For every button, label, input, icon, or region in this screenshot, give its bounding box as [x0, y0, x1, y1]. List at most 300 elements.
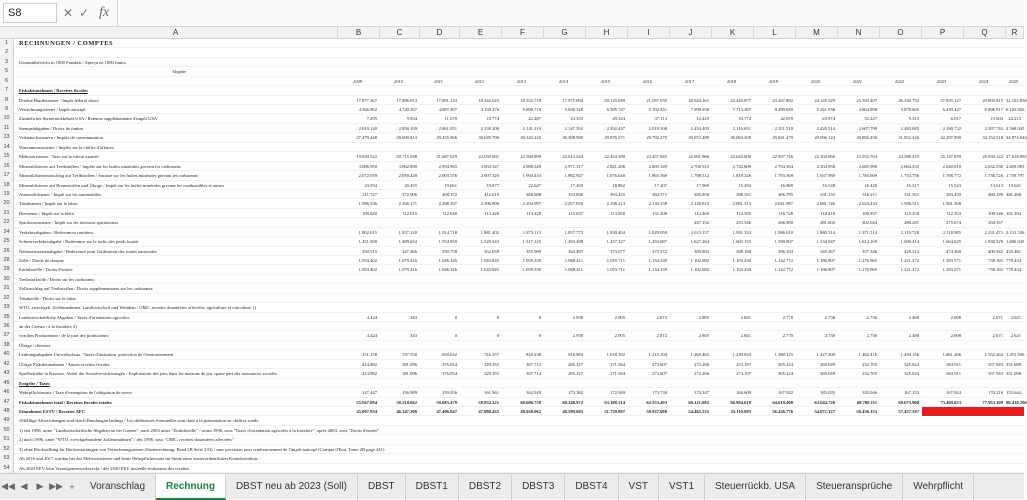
column-header[interactable]: F — [502, 27, 544, 39]
cell-value[interactable]: 2.736 — [824, 314, 835, 320]
sheet-tab[interactable]: DBST3 — [512, 474, 565, 500]
cell-value[interactable]: 1.186.807 — [816, 258, 835, 263]
cell-value[interactable]: 30.072.489 — [688, 135, 709, 141]
cell-value[interactable]: 7.713.387 — [732, 107, 751, 113]
row-number[interactable]: 14 — [0, 143, 14, 152]
cell-value[interactable]: 1.837.120 — [398, 229, 417, 235]
cell-value[interactable]: 1.798.512 — [690, 173, 709, 179]
row-label[interactable]: Mineralölsteuer auf Brennstoffen und Übrige / Impôt sur les huiles minérales grevant les combustibles et autres — [19, 182, 224, 188]
cell-value[interactable]: 17.969 — [696, 182, 709, 188]
cell-value[interactable]: 2012 — [474, 78, 485, 84]
cell-value[interactable]: 167.153 — [904, 390, 919, 396]
cell-value[interactable]: 343 — [410, 314, 417, 320]
cell-value[interactable]: 27.618.092 — [1006, 154, 1027, 160]
cell-value[interactable]: 255.546 — [736, 220, 751, 226]
cell-value[interactable]: 1.142.772 — [774, 267, 793, 273]
cell-value[interactable]: 376.054 — [442, 371, 457, 377]
cell-value[interactable]: 29.096.124 — [814, 135, 835, 141]
cell-value[interactable]: 1.276.965 — [858, 267, 877, 273]
cell-value[interactable]: 269.049 — [820, 371, 835, 377]
row-label[interactable]: Ab 2016 und 2017 wurden bei der Mehrwertsteuer und beim Wehrpflichtersatz im Sinne einer ausserordentlichen Kontokorrektur... — [19, 456, 261, 462]
cell-value[interactable]: 738.165 — [988, 258, 1003, 263]
cell-value[interactable]: 305.224 — [778, 371, 793, 377]
cell-value[interactable]: 373.077 — [610, 248, 625, 254]
cell-value[interactable]: 2016 — [642, 78, 653, 84]
column-header[interactable]: L — [754, 27, 796, 39]
cell-value[interactable]: 19.830.522 — [356, 154, 377, 160]
cell-value[interactable]: 2.685.990 — [858, 163, 877, 169]
cell-value[interactable]: 4.339.476 — [480, 107, 499, 113]
cell-value[interactable]: 2.736 — [824, 333, 835, 339]
row-label[interactable]: 2) nach 1996, unter "WTO, zweckgebundene Zolleinnahmen" / dès 1996, sous "OMC, recettes douanières affectées" — [19, 437, 234, 443]
cell-value[interactable]: 2.872 — [656, 333, 667, 339]
cell-value[interactable]: 0 — [496, 314, 499, 320]
row-number[interactable]: 35 — [0, 313, 14, 322]
cell-value[interactable]: 1.102.682 — [690, 258, 709, 263]
cell-value[interactable]: 396.104 — [778, 248, 793, 254]
cell-value[interactable]: 2.041.987 — [774, 201, 793, 207]
cell-value[interactable]: 23.594 — [364, 182, 377, 188]
cell-value[interactable]: 316.211 — [862, 191, 877, 197]
row-label[interactable]: Mineralölsteuerzuschlag auf Treibstoffen / Surtaxe sur les huiles minérales grevant les carburants — [19, 173, 198, 179]
row-label[interactable]: Spirituosensteuer / Impôt sur les boissons spiritueuses — [19, 220, 119, 226]
cell-value[interactable]: 29.324 — [612, 116, 625, 122]
cell-value[interactable]: 2.706.912 — [690, 163, 709, 169]
cell-value[interactable]: 347.466 — [402, 248, 417, 254]
cell-value[interactable]: 2024 — [978, 78, 989, 84]
cell-value[interactable]: 1.055.711 — [606, 267, 625, 273]
row-label[interactable]: Übrige Fiskaleinnahmen / Autres recettes fiscales — [19, 361, 110, 367]
row-label[interactable]: WTO, zweckgeb. Zolleinnahmen, Landwirtschaft und Weinbau / OMC, recettes douanières affectées, agriculture et viticulture 1) — [19, 305, 257, 311]
cell-value[interactable]: 1.059.339 — [522, 258, 541, 263]
cell-value[interactable] — [628, 218, 670, 227]
cell-value[interactable]: 375.372 — [652, 248, 667, 254]
column-header[interactable]: M — [796, 27, 838, 39]
row-label[interactable]: Direkte Bundessteuer / Impôt fédéral direct — [19, 97, 99, 103]
cell-value[interactable]: 329.355 — [484, 371, 499, 377]
cell-value[interactable]: 22.901.966 — [688, 154, 709, 160]
cell-value[interactable]: 381.096 — [402, 371, 417, 377]
cell-value[interactable]: 232.705 — [862, 371, 877, 377]
row-number[interactable]: 50 — [0, 426, 14, 435]
cell-value[interactable]: 3.003.347 — [480, 163, 499, 169]
cell-value[interactable]: 1.450.136 — [900, 352, 919, 358]
cell-value[interactable]: 2.257.050 — [564, 201, 583, 207]
row-number[interactable]: 20 — [0, 199, 14, 208]
cell-value[interactable]: 1.102.682 — [690, 267, 709, 273]
cell-value[interactable]: 2.664.435 — [900, 163, 919, 169]
cell-value[interactable]: 22.104.066 — [814, 154, 835, 160]
cell-value[interactable]: 2.743.609 — [732, 163, 751, 169]
cell-value[interactable]: 37.113 — [654, 116, 667, 122]
cell-value[interactable]: 2.938 — [572, 333, 583, 339]
cell-value[interactable]: 2.003.556 — [438, 173, 457, 179]
cell-value[interactable]: 1.053.402 — [358, 258, 377, 263]
cell-value[interactable]: 55.119.895 — [730, 408, 751, 414]
cell-value[interactable]: 24.588.419 — [898, 154, 919, 160]
cell-value[interactable]: 48.930.962 — [520, 408, 541, 414]
accept-icon[interactable]: ✓ — [79, 6, 90, 20]
cell-value[interactable]: 15.543 — [948, 182, 961, 188]
cell-value[interactable]: 17.891.143 — [436, 97, 457, 103]
row-label[interactable]: Mehrwertsteuer / Taxe sur la valeur ajoutée — [19, 154, 99, 160]
cell-value[interactable]: 1.482.416 — [858, 352, 877, 358]
cell-value[interactable]: 2.019.508 — [648, 125, 667, 131]
cell-value[interactable]: 35.247 — [864, 116, 877, 122]
cell-value[interactable]: 56.436.776 — [772, 408, 793, 414]
row-label[interactable]: Mineralölsteuer auf Treibstoffen / Impôts sur les huiles minérales grevant les carburants — [19, 163, 181, 169]
cell-value[interactable]: 29.876.571 — [604, 135, 625, 141]
tab-first-icon[interactable]: ◀◀ — [1, 481, 15, 491]
row-number[interactable]: 13 — [0, 133, 14, 142]
row-number[interactable]: 10 — [0, 114, 14, 123]
cell-value[interactable]: 1.873.115 — [522, 229, 541, 235]
cell-value[interactable]: 2.180.732 — [942, 125, 961, 131]
cell-value[interactable]: 22.613.544 — [562, 154, 583, 160]
cell-value[interactable]: 1.830.404 — [606, 229, 625, 235]
cell-value[interactable]: 357.943 — [988, 371, 1003, 377]
row-label[interactable]: Spielbetriebe in Kasinos, Anteil der Sozialversicherungen / Exploitation des jeux dans les maisons de jeu, quote-part des assurances sociales — [19, 371, 277, 377]
cell-value[interactable]: 383.459 — [946, 191, 961, 197]
cell-value[interactable]: 18.862 — [612, 182, 625, 188]
row-number[interactable]: 42 — [0, 360, 14, 369]
cell-value[interactable]: 131.208 — [652, 210, 667, 216]
cell-value[interactable]: 2025 — [1008, 78, 1019, 84]
cell-value[interactable]: 20.455 — [404, 182, 417, 188]
cell-value[interactable]: 1.517.125 — [522, 239, 541, 245]
row-number[interactable]: 52 — [0, 445, 14, 454]
cell-value[interactable]: 738.165 — [988, 267, 1003, 273]
cell-value[interactable]: 2.938 — [572, 314, 583, 320]
cell-value[interactable]: 30.892.430 — [856, 135, 877, 141]
cell-value[interactable]: 274.197 — [736, 361, 751, 367]
cell-value[interactable]: 2014 — [558, 78, 569, 84]
cell-value[interactable]: 5.656.328 — [564, 107, 583, 113]
cell-value[interactable]: 2.231.471 — [984, 229, 1003, 235]
cell-value[interactable]: 77.953.109 — [982, 399, 1003, 405]
cell-value[interactable]: 381.096 — [402, 361, 417, 367]
cell-value[interactable]: 17.975.084 — [562, 97, 583, 103]
cell-value[interactable] — [460, 218, 502, 227]
row-number[interactable]: 1 — [0, 39, 14, 48]
row-label[interactable]: Zölle / Droits de douane — [19, 258, 64, 263]
row-label[interactable]: an der Grenze / à la frontière 2) — [19, 324, 77, 330]
cell-value[interactable]: 1.457.327 — [606, 239, 625, 245]
cell-value[interactable]: 63.644.726 — [814, 399, 835, 405]
cell-value[interactable]: 1.534.947 — [816, 239, 835, 245]
cell-value[interactable]: 2018 — [726, 78, 737, 84]
cell-value[interactable]: 22.050.001 — [478, 154, 499, 160]
cell-value[interactable]: 32.297.890 — [940, 135, 961, 141]
cell-value[interactable]: 56.436.153 — [856, 408, 877, 414]
cell-value[interactable]: 0 — [538, 333, 541, 339]
row-label[interactable]: von den Produzenten / de la part des producteurs — [19, 333, 109, 339]
cell-value[interactable]: 1.529.343 — [480, 239, 499, 245]
row-number[interactable]: 51 — [0, 435, 14, 444]
cancel-icon[interactable]: ✕ — [63, 6, 74, 20]
cell-value[interactable]: 1.554.959 — [438, 239, 457, 245]
cell-value[interactable]: 2010 — [393, 78, 404, 84]
cell-value[interactable]: 393.425 — [610, 191, 625, 197]
cell-value[interactable]: 101.394 — [1006, 210, 1021, 216]
cell-value[interactable]: 4.887.497 — [438, 107, 457, 113]
cell-value[interactable]: 1.876.640 — [606, 173, 625, 179]
cell-value[interactable]: 1.215.194 — [648, 352, 667, 358]
row-label[interactable]: Abgabe — [171, 69, 187, 75]
cell-value[interactable]: 1.055.711 — [606, 258, 625, 263]
cell-value[interactable]: 2.841 — [740, 314, 751, 320]
cell-value[interactable]: 109.840 — [362, 210, 377, 216]
cell-value[interactable]: 6.439.427 — [942, 107, 961, 113]
cell-value[interactable]: 406.785 — [778, 191, 793, 197]
cell-value[interactable]: 173.730 — [652, 390, 667, 396]
cell-value[interactable]: 182.046 — [862, 390, 877, 396]
cell-value[interactable]: 2.483.085 — [900, 125, 919, 131]
row-label[interactable]: Fiskaleinnahmen / Recettes fiscales — [19, 88, 88, 94]
cell-value[interactable]: 20.944.161 — [688, 97, 709, 103]
cell-value[interactable]: 2.434.405 — [690, 125, 709, 131]
cell-value[interactable]: 34.154.518 — [982, 135, 1003, 141]
cell-value[interactable]: 2.698 — [950, 333, 961, 339]
cell-value[interactable]: 2.139.200 — [480, 125, 499, 131]
cell-value[interactable]: 17.207 — [654, 182, 667, 188]
row-number[interactable]: 5 — [0, 67, 14, 76]
cell-value[interactable]: 27.479.448 — [356, 135, 377, 141]
cell-value[interactable]: 1.736.726 — [984, 173, 1003, 179]
cell-value[interactable]: 2.024.433 — [858, 201, 877, 207]
cell-value[interactable]: 273.607 — [652, 371, 667, 377]
cell-value[interactable]: 272.266 — [694, 361, 709, 367]
cell-value[interactable]: 28.690.813 — [396, 135, 417, 141]
cell-value[interactable]: 2.805 — [698, 314, 709, 320]
row-number[interactable]: 22 — [0, 218, 14, 227]
cell-value[interactable]: 1.276.965 — [858, 258, 877, 263]
cell-value[interactable]: 481.268 — [1006, 191, 1021, 197]
row-label[interactable] — [19, 77, 339, 86]
cell-value[interactable]: 2.620.810 — [942, 163, 961, 169]
cell-value[interactable]: 20.125.049 — [604, 97, 625, 103]
cell-value[interactable]: 1.830.529 — [984, 239, 1003, 245]
cell-value[interactable]: 59.083.478 — [436, 399, 457, 405]
column-header[interactable]: J — [670, 27, 712, 39]
cell-value[interactable]: 29.792.275 — [646, 135, 667, 141]
cell-value[interactable]: 2.294.997 — [522, 201, 541, 207]
cell-value[interactable]: 2.872 — [656, 314, 667, 320]
row-number[interactable]: 8 — [0, 96, 14, 105]
cell-value[interactable]: 159.056 — [442, 390, 457, 396]
row-number[interactable]: 31 — [0, 284, 14, 293]
column-header[interactable]: C — [380, 27, 420, 39]
row-number[interactable]: 53 — [0, 454, 14, 463]
cell-value[interactable]: 2.356.171 — [398, 201, 417, 207]
cell-value[interactable]: 325.924 — [904, 371, 919, 377]
row-number[interactable]: 24 — [0, 228, 14, 237]
cell-value[interactable]: 307.712 — [526, 361, 541, 367]
cell-value[interactable]: 2.621 — [1010, 314, 1021, 320]
row-label[interactable]: Warenumsatzsteuer / Impôts sur le chiffre d'affaires — [19, 144, 114, 150]
row-number[interactable]: 40 — [0, 350, 14, 359]
cell-value[interactable]: 5.690.719 — [522, 107, 541, 113]
row-label[interactable]: Entgelte / Taxes — [19, 380, 50, 386]
cell-value[interactable]: 15.603 — [990, 116, 1003, 122]
cell-value[interactable]: 2.805 — [698, 333, 709, 339]
row-number[interactable]: 7 — [0, 86, 14, 95]
row-number[interactable]: 37 — [0, 331, 14, 340]
cell-value[interactable]: 385.893 — [694, 248, 709, 254]
cell-value[interactable]: 1.380.125 — [774, 352, 793, 358]
row-number[interactable]: 2 — [0, 48, 14, 57]
row-label[interactable]: Zollzuschlag auf Treibstoffen / Droits supplémentaires sur les carburants — [19, 286, 153, 292]
row-number[interactable]: 25 — [0, 237, 14, 246]
cell-value[interactable]: 2.770 — [782, 314, 793, 320]
cell-value[interactable]: 48.589.685 — [562, 408, 583, 414]
row-label[interactable]: Übrige / diverses — [19, 342, 51, 348]
row-label[interactable]: Lenkungsabgaben Umweltschutz / Taxes d'incitation, protection de l'environnement — [19, 352, 174, 358]
cell-value[interactable]: 2.072.059 — [358, 173, 377, 179]
cell-value[interactable]: 172.949 — [610, 390, 625, 396]
cell-value[interactable]: 2.671 — [992, 333, 1003, 339]
row-number[interactable]: 3 — [0, 58, 14, 67]
cell-value[interactable]: 30.049.790 — [478, 135, 499, 141]
cell-value[interactable]: 62.553.493 — [646, 399, 667, 405]
cell-value[interactable]: 27.835.127 — [940, 97, 961, 103]
cell-value[interactable]: 42.059 — [780, 116, 793, 122]
cell-value[interactable]: -23.974 — [820, 116, 835, 122]
cell-value[interactable]: 115.258 — [904, 210, 919, 216]
sheet-tab[interactable]: DBST4 — [565, 474, 618, 500]
cell-value[interactable]: 2.861.051 — [438, 125, 457, 131]
cell-value[interactable]: 1.603.155 — [732, 239, 751, 245]
cell-value[interactable]: 350.515 — [362, 248, 377, 254]
cell-value[interactable]: 4.720.307 — [398, 107, 417, 113]
cell-value[interactable]: 17.877.367 — [356, 97, 377, 103]
column-header[interactable]: G — [544, 27, 586, 39]
row-label[interactable]: Nationalstrassenabgabe / Redevance pour l'utilisation des routes nationales — [19, 248, 157, 254]
cell-value[interactable]: 57.457.587 — [898, 408, 919, 414]
cell-value[interactable]: 54.071.127 — [814, 408, 835, 414]
cell-value[interactable]: 30.308.980 — [562, 135, 583, 141]
cell-value[interactable]: 17.886.013 — [396, 97, 417, 103]
cell-value[interactable]: 4.566.962 — [358, 107, 377, 113]
cell-value[interactable]: 1.706.772 — [942, 173, 961, 179]
cell-value[interactable]: 66.994.618 — [730, 399, 751, 405]
row-label[interactable]: Allfällige Abweichungen sind durch Rundungen bedingt / Les différences éventuelles sont dues à la présentation en chiffres ronds. — [19, 418, 260, 424]
cell-value[interactable]: 5.192.451 — [648, 107, 667, 113]
cell-value[interactable]: 1.269.462 — [690, 352, 709, 358]
cell-value[interactable]: 2.392.447 — [606, 125, 625, 131]
cell-value[interactable]: 2.568.043 — [1006, 125, 1025, 131]
cell-value[interactable]: 474.360 — [946, 248, 961, 254]
cell-value[interactable]: 1.829.059 — [648, 229, 667, 235]
cell-value[interactable]: 1.134.339 — [648, 258, 667, 263]
column-header[interactable]: D — [420, 27, 460, 39]
cell-value[interactable]: 110.416 — [820, 210, 835, 216]
column-header[interactable]: Q — [964, 27, 1006, 39]
cell-value[interactable]: 355.989 — [526, 248, 541, 254]
cell-value[interactable]: 351.698 — [1006, 371, 1021, 377]
cell-value[interactable]: 400.942 — [988, 248, 1003, 254]
row-label[interactable]: Einfuhrzölle / Droits d'entrée — [19, 267, 73, 273]
column-header[interactable]: N — [838, 27, 880, 39]
cell-value[interactable]: 2.810.140 — [358, 125, 377, 131]
cell-value[interactable]: 23.552.764 — [856, 154, 877, 160]
cell-value[interactable]: 23.267.882 — [772, 97, 793, 103]
row-number[interactable]: 17 — [0, 171, 14, 180]
row-label[interactable]: Wehrpflichtersatz / Taxe d'exemption de l'obligation de servir — [19, 390, 133, 396]
cell-value[interactable]: 1.043.845 — [480, 267, 499, 273]
cell-value[interactable]: 7.998.030 — [690, 107, 709, 113]
cell-value[interactable]: 778.434 — [1006, 258, 1021, 263]
cell-value[interactable]: 1.249.933 — [732, 352, 751, 358]
cell-value[interactable]: 1.186.807 — [816, 267, 835, 273]
cell-value[interactable]: 2.050.428 — [398, 173, 417, 179]
cell-value[interactable]: 29.435.966 — [436, 135, 457, 141]
cell-value[interactable]: 1.627.264 — [690, 239, 709, 245]
cell-value[interactable]: 307.712 — [526, 371, 541, 377]
cell-value[interactable]: 2.504.958 — [816, 163, 835, 169]
column-header[interactable]: B — [338, 27, 380, 39]
cell-value[interactable]: 2.841 — [740, 333, 751, 339]
cell-value[interactable]: 55.947.094 — [356, 399, 377, 405]
cell-value[interactable]: 2.621 — [1010, 333, 1021, 339]
cell-value[interactable]: 109.346 — [988, 210, 1003, 216]
cell-value[interactable]: 147.447 — [362, 390, 377, 396]
cell-value[interactable]: 174.347 — [694, 390, 709, 396]
column-header[interactable]: R — [1006, 27, 1024, 39]
cell-value[interactable]: 6.585.747 — [606, 107, 625, 113]
cell-value[interactable]: 0 — [538, 314, 541, 320]
column-header[interactable]: K — [712, 27, 754, 39]
row-number[interactable]: 26 — [0, 247, 14, 256]
cell-value[interactable]: 2.805.349 — [648, 163, 667, 169]
cell-value[interactable]: 2.607.799 — [858, 125, 877, 131]
column-header[interactable]: A — [14, 27, 338, 39]
cell-value[interactable]: 435.481 — [1006, 248, 1021, 254]
cell-value[interactable]: 2.736 — [866, 314, 877, 320]
row-number[interactable]: 38 — [0, 341, 14, 350]
cell-value[interactable] — [338, 218, 380, 227]
cell-value[interactable]: 2.128.815 — [690, 201, 709, 207]
name-box[interactable]: S8 — [3, 3, 57, 23]
cell-value[interactable]: 414.882 — [362, 361, 377, 367]
cell-value[interactable]: 1.819.326 — [732, 173, 751, 179]
cell-value[interactable]: 2.130.538 — [648, 201, 667, 207]
cell-value[interactable]: 2.119.728 — [900, 229, 919, 235]
cell-value[interactable]: 64.619.400 — [772, 399, 793, 405]
cell-value[interactable]: 2017 — [684, 78, 695, 84]
cell-value[interactable]: 1.046.326 — [438, 258, 457, 263]
row-number[interactable]: 32 — [0, 294, 14, 303]
cell-value[interactable]: 7.295 — [366, 116, 377, 122]
cell-value[interactable]: 271.564 — [610, 361, 625, 367]
cell-value[interactable]: 45.097.934 — [356, 408, 377, 414]
cell-value[interactable]: 1.991.332 — [732, 229, 751, 235]
cell-value[interactable]: 1.043.845 — [480, 258, 499, 263]
cell-value[interactable]: 281.602 — [820, 220, 835, 226]
cell-value[interactable]: 24.213 — [1008, 116, 1021, 122]
sheet-tab[interactable]: Voranschlag — [80, 474, 156, 500]
cell-value[interactable]: 412.019 — [484, 191, 499, 197]
sheet-tab[interactable]: DBST2 — [459, 474, 512, 500]
cell-value[interactable]: 716.357 — [484, 352, 499, 358]
cell-value[interactable]: 1.759.797 — [1006, 173, 1025, 179]
cell-value[interactable] — [420, 218, 460, 227]
cell-value[interactable]: 170.216 — [988, 390, 1003, 396]
cell-value[interactable]: 352.059 — [484, 248, 499, 254]
row-label[interactable]: Zusätzlicher Steuerrückbehalt USA / Retenue supplémentaire d'impôt USA — [19, 116, 158, 122]
row-number[interactable]: 30 — [0, 275, 14, 284]
cell-value[interactable]: 1.552.262 — [984, 352, 1003, 358]
